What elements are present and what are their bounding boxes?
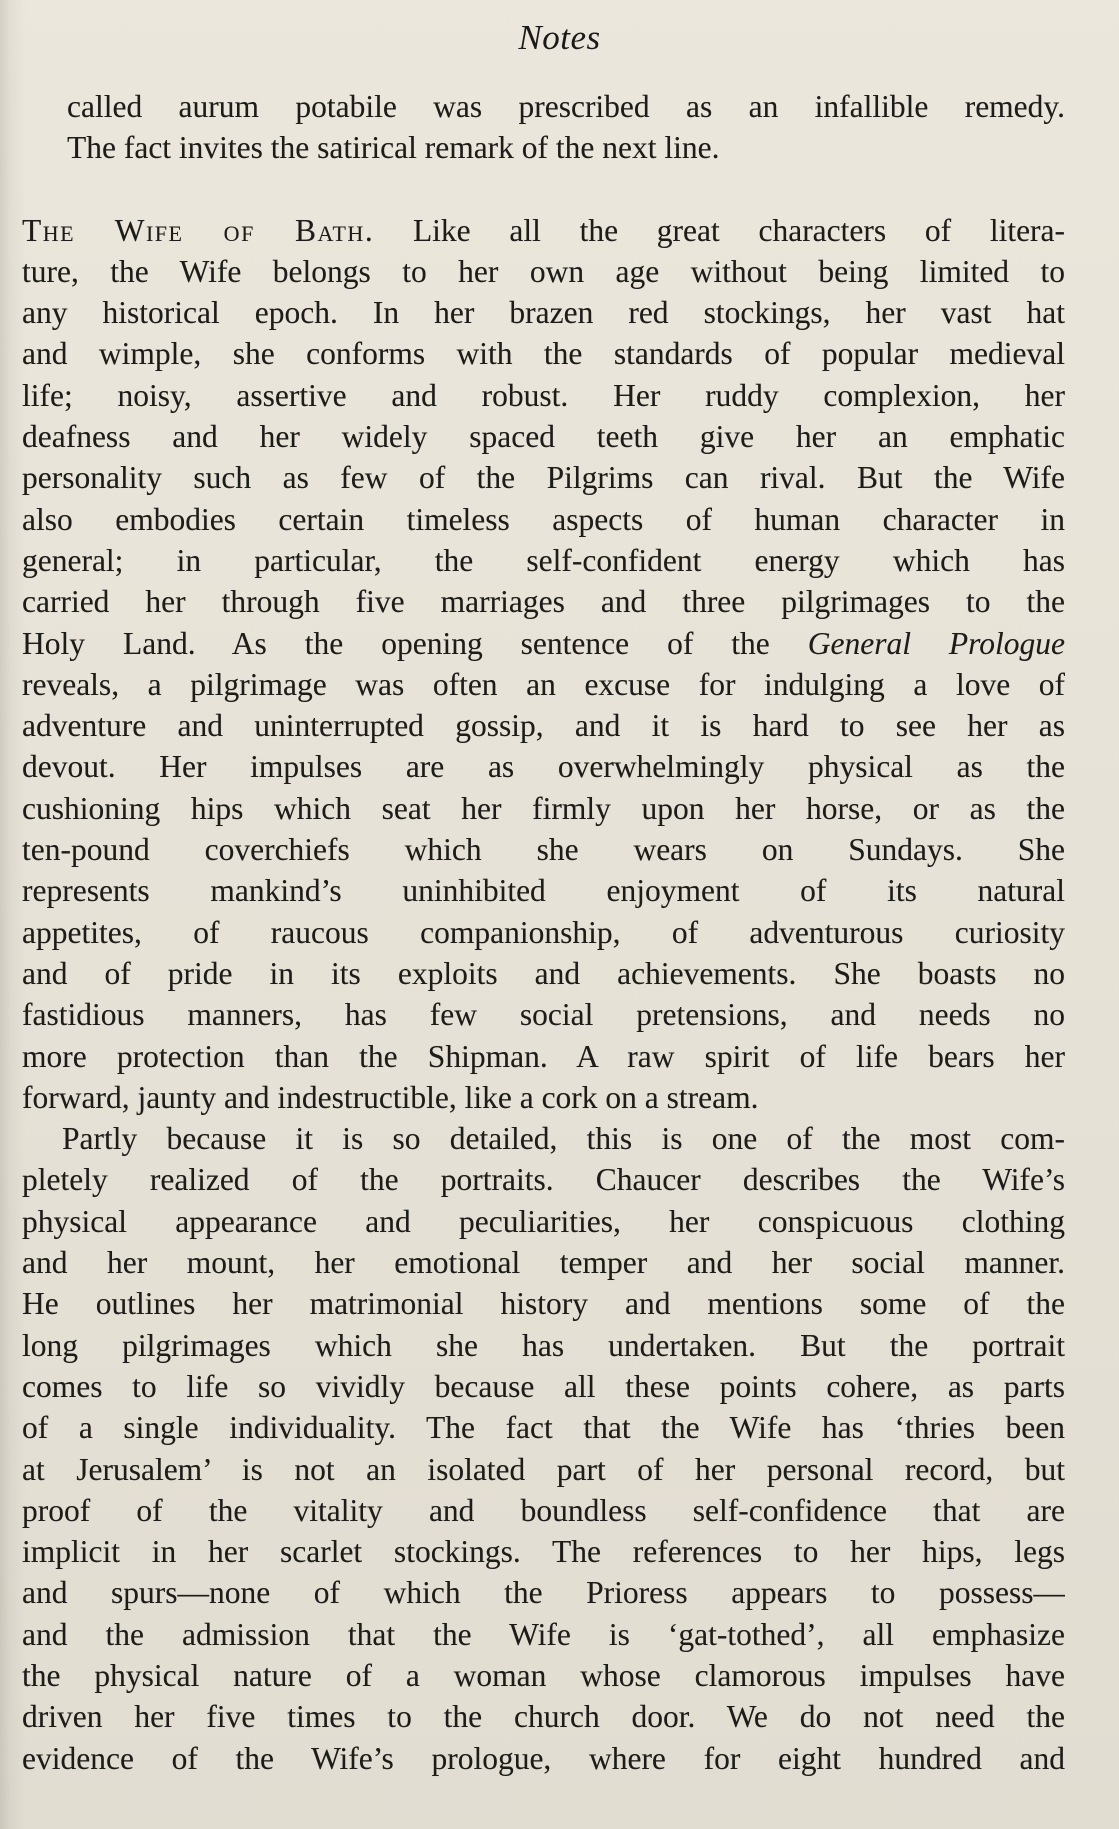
text-line: general; in particular, the self-confident energy which has bbox=[22, 542, 1065, 578]
text-line: and wimple, she conforms with the standards of popular medieval bbox=[22, 336, 1065, 372]
continuation-paragraph bbox=[22, 86, 1065, 169]
text-line: carried her through five marriages and three pilgrimages to the bbox=[22, 584, 1065, 620]
text-line: ture, the Wife belongs to her own age without being limited to bbox=[22, 253, 1065, 289]
text-line: evidence of the Wife’s prologue, where for eight hundred and bbox=[22, 1740, 1065, 1776]
line-text: Holy Land. As the opening sentence of the bbox=[22, 625, 770, 661]
text-line: also embodies certain timeless aspects of human character in bbox=[22, 501, 1065, 537]
text-line: and the admission that the Wife is ‘gat-tothed’, all emphasize bbox=[22, 1616, 1065, 1652]
text-line: implicit in her scarlet stockings. The references to her hips, legs bbox=[22, 1534, 1065, 1570]
text-line: ten-pound coverchiefs which she wears on Sundays. She bbox=[22, 832, 1065, 868]
text-line: physical appearance and peculiarities, her conspicuous clothing bbox=[22, 1203, 1065, 1239]
text-line: forward, jaunty and indestructible, like a cork on a stream. bbox=[22, 1079, 759, 1115]
text-line: Partly because it is so detailed, this is one of the most com- bbox=[62, 1121, 1065, 1157]
text-line: at Jerusalem’ is not an isolated part of her personal record, but bbox=[22, 1451, 1065, 1487]
text-line bbox=[22, 210, 1065, 251]
text-line: comes to life so vividly because all these points cohere, as parts bbox=[22, 1368, 1065, 1404]
text-line: fastidious manners, has few social pretensions, and needs no bbox=[22, 997, 1065, 1033]
text-line: the physical nature of a woman whose clamorous impulses have bbox=[22, 1657, 1065, 1693]
text-line: life; noisy, assertive and robust. Her ruddy complexion, her bbox=[22, 377, 1065, 413]
text-line: long pilgrimages which she has undertaken. But the portrait bbox=[22, 1327, 1065, 1363]
text-line: proof of the vitality and boundless self-confidence that are bbox=[22, 1492, 1065, 1528]
text-line: and her mount, her emotional temper and her social manner. bbox=[22, 1245, 1065, 1281]
work-title: General Prologue bbox=[807, 625, 1065, 661]
text-line: He outlines her matrimonial history and mentions some of the bbox=[22, 1286, 1065, 1322]
text-line bbox=[22, 623, 1065, 664]
text-line: adventure and uninterrupted gossip, and it is hard to see her as bbox=[22, 708, 1065, 744]
running-head: Notes bbox=[518, 18, 601, 57]
text-line: reveals, a pilgrimage was often an excuse for indulging a love of bbox=[22, 666, 1065, 702]
body-text bbox=[22, 86, 1065, 1779]
portrait-paragraph bbox=[22, 1118, 1065, 1779]
text-line: personality such as few of the Pilgrims can rival. But the Wife bbox=[22, 460, 1065, 496]
text-line: devout. Her impulses are as overwhelmingly physical as the bbox=[22, 749, 1065, 785]
section-heading: The Wife of Bath. bbox=[22, 212, 375, 248]
text-line: represents mankind’s uninhibited enjoyment of its natural bbox=[22, 873, 1065, 909]
text-line: of a single individuality. The fact that the Wife has ‘thries been bbox=[22, 1410, 1065, 1446]
text-line: cushioning hips which seat her firmly upon her horse, or as the bbox=[22, 790, 1065, 826]
text-line: called aurum potabile was prescribed as an infallible remedy. bbox=[67, 89, 1065, 124]
text-line: and spurs—none of which the Prioress appears to possess— bbox=[22, 1575, 1065, 1611]
text-line: deafness and her widely spaced teeth give her an emphatic bbox=[22, 419, 1065, 455]
text-line: appetites, of raucous companionship, of adventurous curiosity bbox=[22, 914, 1065, 950]
text-line: pletely realized of the portraits. Chaucer describes the Wife’s bbox=[22, 1162, 1065, 1198]
wife-of-bath-paragraph bbox=[22, 210, 1065, 1119]
text-line: more protection than the Shipman. A raw spirit of life bears her bbox=[22, 1038, 1065, 1074]
text-line: any historical epoch. In her brazen red stockings, her vast hat bbox=[22, 295, 1065, 331]
heading-line-text: Like all the great characters of litera- bbox=[412, 212, 1065, 248]
text-line: driven her five times to the church door. We do not need the bbox=[22, 1699, 1065, 1735]
text-line: The fact invites the satirical remark of the next line. bbox=[67, 130, 720, 166]
text-line: and of pride in its exploits and achievements. She boasts no bbox=[22, 955, 1065, 991]
